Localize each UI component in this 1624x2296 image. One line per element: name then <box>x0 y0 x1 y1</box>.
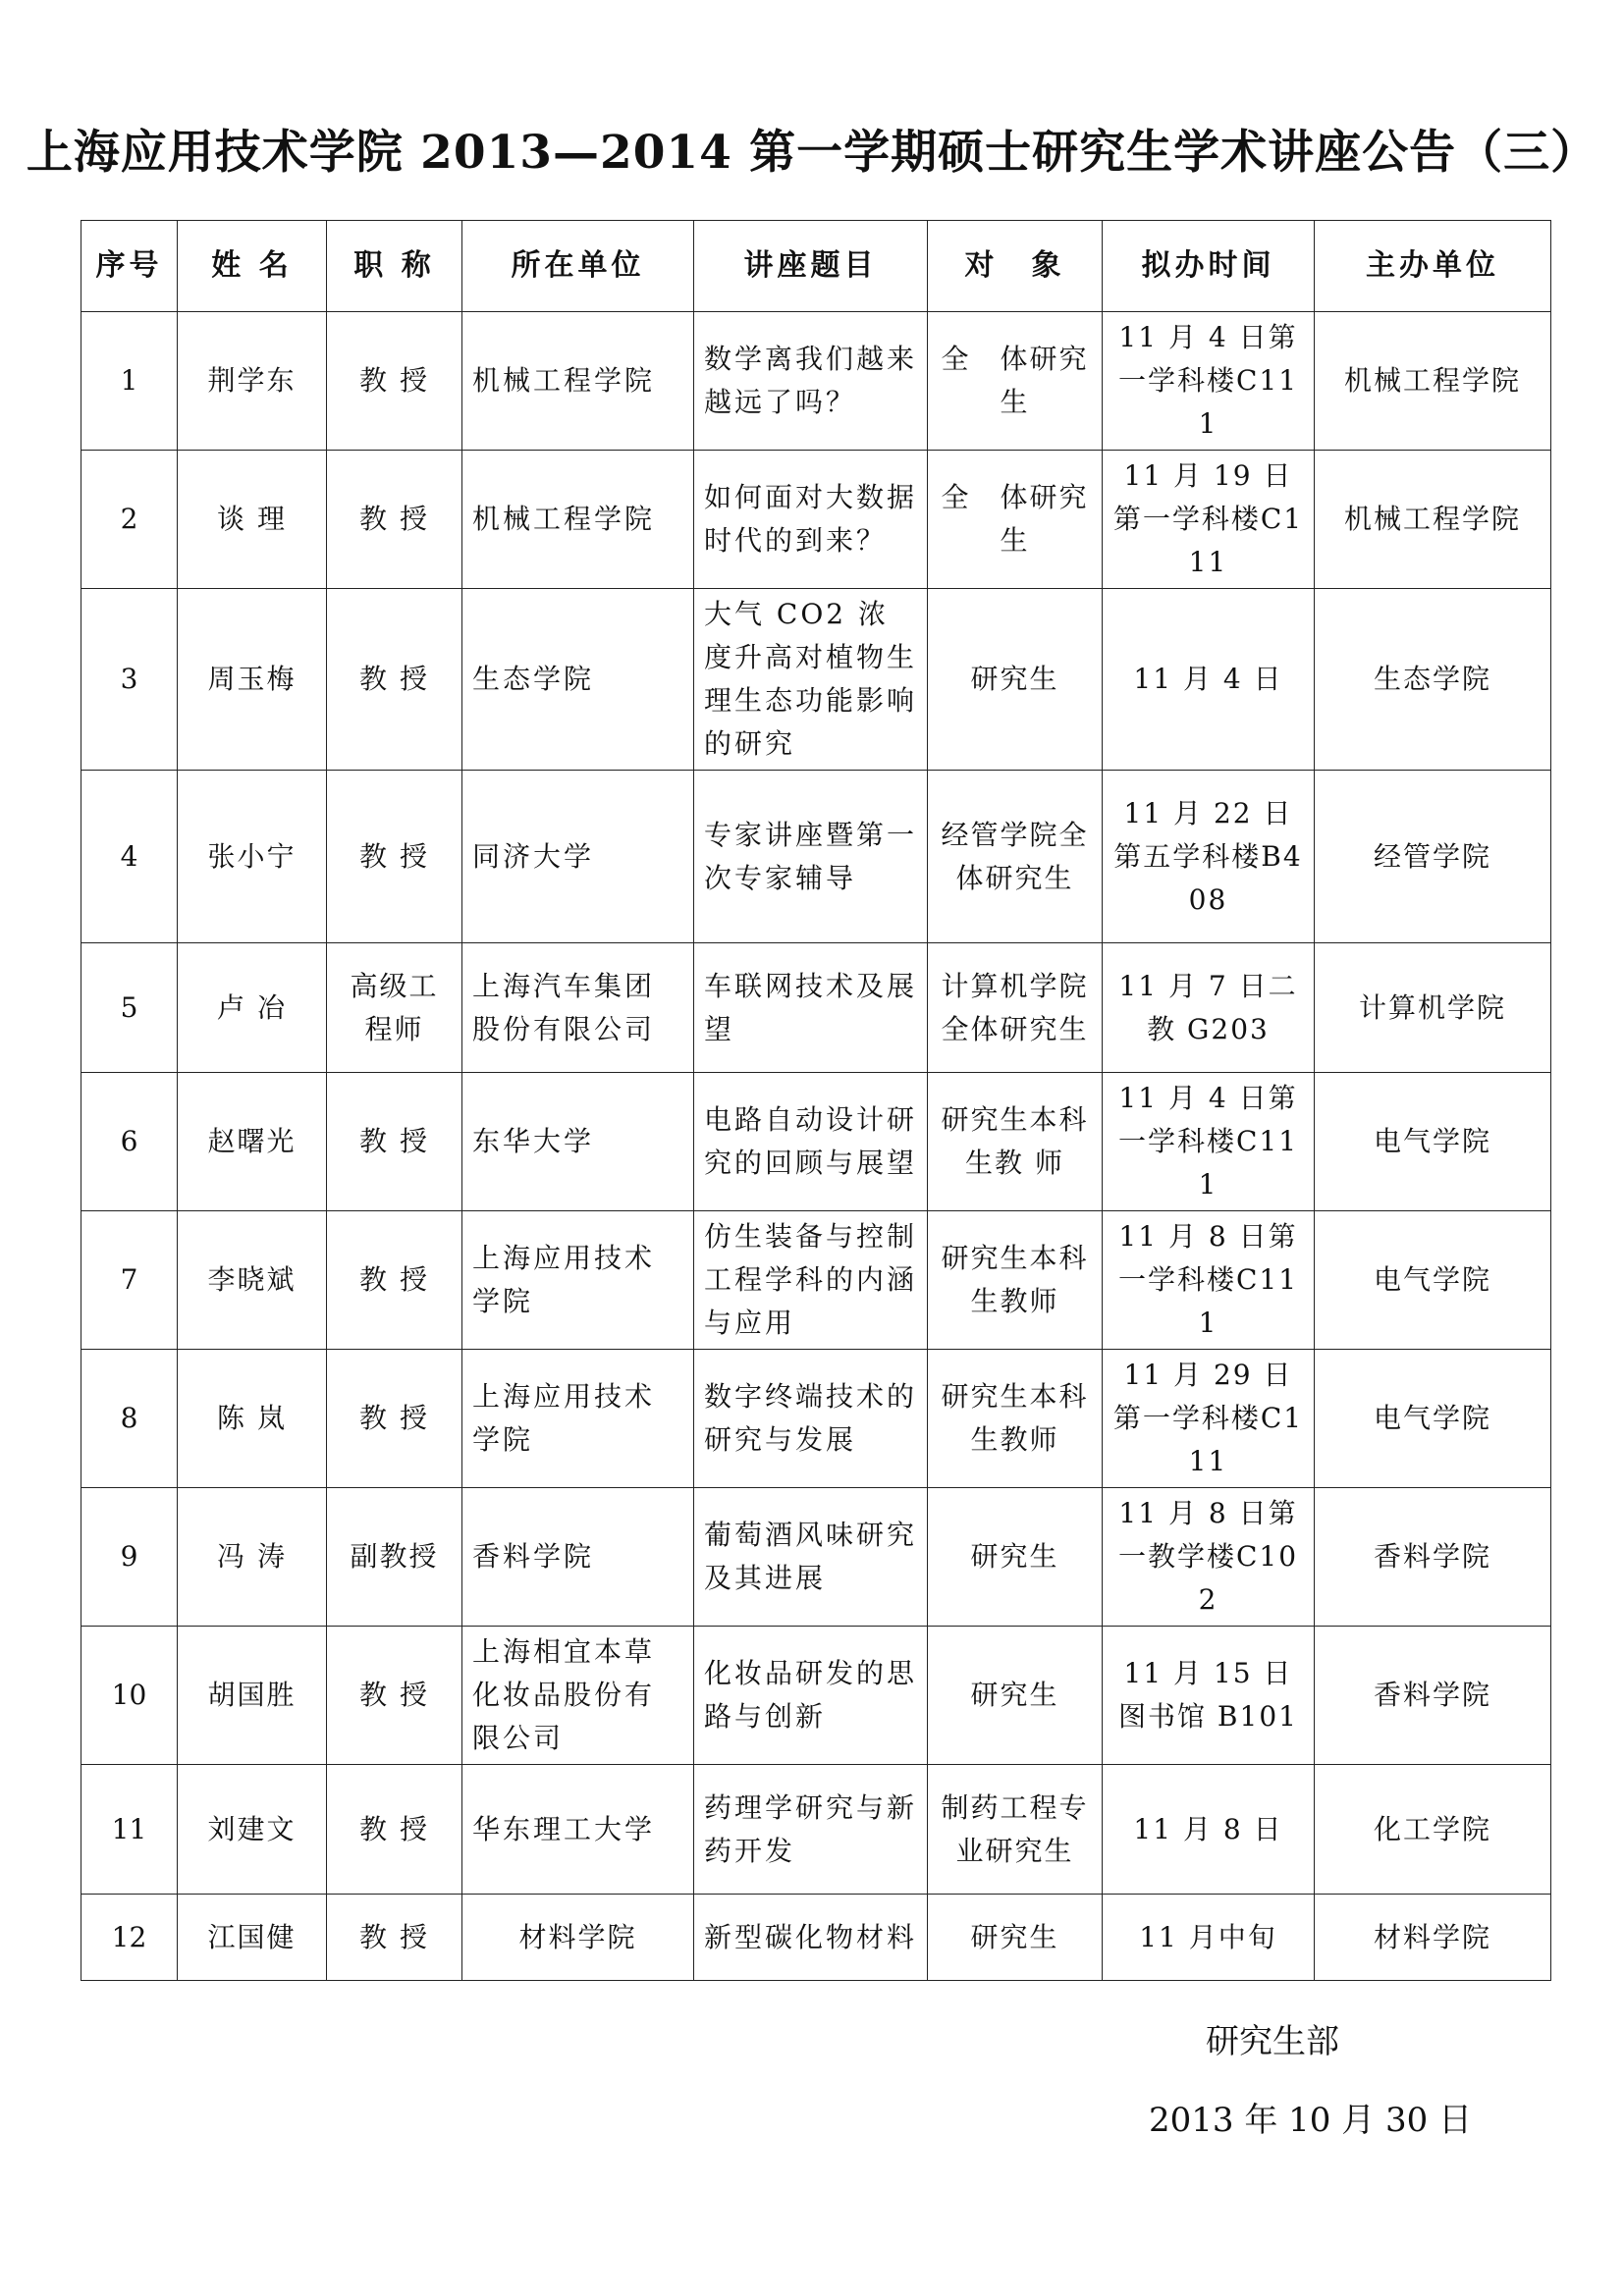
cell-no: 5 <box>81 943 178 1073</box>
cell-time: 11 月 29 日第一学科楼C111 <box>1103 1350 1315 1488</box>
header-host: 主办单位 <box>1315 221 1551 312</box>
cell-host: 经管学院 <box>1315 771 1551 943</box>
cell-rank: 教 授 <box>327 312 462 451</box>
cell-audience: 研究生 <box>928 1895 1103 1981</box>
issuing-department: 研究生部 <box>1206 2022 1339 2061</box>
header-unit: 所在单位 <box>462 221 694 312</box>
cell-time: 11 月 8 日 <box>1103 1765 1315 1895</box>
cell-no: 7 <box>81 1211 178 1350</box>
cell-host: 计算机学院 <box>1315 943 1551 1073</box>
cell-name: 江国健 <box>178 1895 327 1981</box>
cell-topic: 数学离我们越来越远了吗？ <box>694 312 928 451</box>
cell-unit: 机械工程学院 <box>462 451 694 589</box>
cell-name: 赵曙光 <box>178 1073 327 1211</box>
cell-topic: 新型碳化物材料 <box>694 1895 928 1981</box>
cell-unit: 东华大学 <box>462 1073 694 1211</box>
cell-time: 11 月 8 日第一教学楼C102 <box>1103 1488 1315 1627</box>
cell-audience: 研究生本科生教 师 <box>928 1073 1103 1211</box>
cell-time: 11 月中旬 <box>1103 1895 1315 1981</box>
cell-time: 11 月 15 日图书馆 B101 <box>1103 1627 1315 1765</box>
table-row <box>81 1895 1551 1981</box>
cell-topic: 如何面对大数据时代的到来？ <box>694 451 928 589</box>
cell-no: 10 <box>81 1627 178 1765</box>
cell-time: 11 月 4 日第一学科楼C111 <box>1103 1073 1315 1211</box>
cell-no: 9 <box>81 1488 178 1627</box>
cell-no: 1 <box>81 312 178 451</box>
cell-rank: 教 授 <box>327 1211 462 1350</box>
cell-time: 11 月 4 日第一学科楼C111 <box>1103 312 1315 451</box>
cell-host: 机械工程学院 <box>1315 312 1551 451</box>
cell-audience: 全 体研究生 <box>928 312 1103 451</box>
cell-time: 11 月 22 日第五学科楼B408 <box>1103 771 1315 943</box>
table-row <box>81 589 1551 771</box>
cell-unit: 生态学院 <box>462 589 694 771</box>
cell-unit: 华东理工大学 <box>462 1765 694 1895</box>
cell-time: 11 月 19 日第一学科楼C111 <box>1103 451 1315 589</box>
cell-name: 荆学东 <box>178 312 327 451</box>
cell-host: 香料学院 <box>1315 1627 1551 1765</box>
cell-topic: 药理学研究与新药开发 <box>694 1765 928 1895</box>
table-row <box>81 1488 1551 1627</box>
cell-no: 3 <box>81 589 178 771</box>
cell-unit: 上海相宜本草化妆品股份有限公司 <box>462 1627 694 1765</box>
cell-name: 陈 岚 <box>178 1350 327 1488</box>
cell-name: 冯 涛 <box>178 1488 327 1627</box>
table-row <box>81 1350 1551 1488</box>
cell-audience: 经管学院全体研究生 <box>928 771 1103 943</box>
cell-audience: 研究生 <box>928 1627 1103 1765</box>
cell-topic: 大气 CO2 浓度升高对植物生理生态功能影响的研究 <box>694 589 928 771</box>
cell-audience: 研究生 <box>928 1488 1103 1627</box>
header-name: 姓 名 <box>178 221 327 312</box>
cell-rank: 副教授 <box>327 1488 462 1627</box>
cell-unit: 上海汽车集团股份有限公司 <box>462 943 694 1073</box>
cell-audience: 研究生本科生教师 <box>928 1211 1103 1350</box>
header-audience: 对 象 <box>928 221 1103 312</box>
cell-rank: 教 授 <box>327 1073 462 1211</box>
cell-host: 电气学院 <box>1315 1211 1551 1350</box>
cell-rank: 教 授 <box>327 1627 462 1765</box>
cell-topic: 专家讲座暨第一次专家辅导 <box>694 771 928 943</box>
cell-unit: 香料学院 <box>462 1488 694 1627</box>
cell-unit: 上海应用技术学院 <box>462 1350 694 1488</box>
table-row <box>81 1627 1551 1765</box>
cell-host: 电气学院 <box>1315 1073 1551 1211</box>
cell-host: 生态学院 <box>1315 589 1551 771</box>
cell-audience: 全 体研究生 <box>928 451 1103 589</box>
cell-unit: 机械工程学院 <box>462 312 694 451</box>
cell-unit: 同济大学 <box>462 771 694 943</box>
header-time: 拟办时间 <box>1103 221 1315 312</box>
cell-topic: 电路自动设计研究的回顾与展望 <box>694 1073 928 1211</box>
cell-name: 李晓斌 <box>178 1211 327 1350</box>
cell-name: 谈 理 <box>178 451 327 589</box>
issue-date: 2013 年 10 月 30 日 <box>1149 2101 1473 2140</box>
cell-host: 化工学院 <box>1315 1765 1551 1895</box>
cell-host: 材料学院 <box>1315 1895 1551 1981</box>
cell-rank: 教 授 <box>327 1895 462 1981</box>
page-title: 上海应用技术学院 2013—2014 第一学期硕士研究生学术讲座公告（三） <box>26 126 1598 180</box>
cell-topic: 数字终端技术的研究与发展 <box>694 1350 928 1488</box>
cell-time: 11 月 4 日 <box>1103 589 1315 771</box>
cell-topic: 葡萄酒风味研究及其进展 <box>694 1488 928 1627</box>
cell-audience: 制药工程专业研究生 <box>928 1765 1103 1895</box>
cell-unit: 上海应用技术学院 <box>462 1211 694 1350</box>
cell-topic: 化妆品研发的思路与创新 <box>694 1627 928 1765</box>
cell-rank: 教 授 <box>327 1765 462 1895</box>
cell-unit: 材料学院 <box>462 1895 694 1981</box>
cell-no: 12 <box>81 1895 178 1981</box>
cell-name: 刘建文 <box>178 1765 327 1895</box>
table-header-row <box>81 221 1551 312</box>
cell-topic: 仿生装备与控制工程学科的内涵与应用 <box>694 1211 928 1350</box>
cell-name: 周玉梅 <box>178 589 327 771</box>
table-row <box>81 1765 1551 1895</box>
table-row <box>81 1211 1551 1350</box>
cell-rank: 高级工程师 <box>327 943 462 1073</box>
cell-name: 张小宁 <box>178 771 327 943</box>
cell-audience: 研究生本科生教师 <box>928 1350 1103 1488</box>
cell-no: 4 <box>81 771 178 943</box>
cell-time: 11 月 8 日第一学科楼C111 <box>1103 1211 1315 1350</box>
cell-rank: 教 授 <box>327 589 462 771</box>
cell-time: 11 月 7 日二教 G203 <box>1103 943 1315 1073</box>
cell-name: 卢 冶 <box>178 943 327 1073</box>
table-row <box>81 451 1551 589</box>
cell-host: 香料学院 <box>1315 1488 1551 1627</box>
cell-no: 6 <box>81 1073 178 1211</box>
header-rank: 职 称 <box>327 221 462 312</box>
cell-rank: 教 授 <box>327 451 462 589</box>
cell-no: 11 <box>81 1765 178 1895</box>
cell-topic: 车联网技术及展望 <box>694 943 928 1073</box>
lecture-table <box>81 220 1551 1981</box>
table-row <box>81 943 1551 1073</box>
header-no: 序号 <box>81 221 178 312</box>
cell-audience: 研究生 <box>928 589 1103 771</box>
table-row <box>81 771 1551 943</box>
cell-host: 机械工程学院 <box>1315 451 1551 589</box>
cell-name: 胡国胜 <box>178 1627 327 1765</box>
cell-no: 2 <box>81 451 178 589</box>
header-topic: 讲座题目 <box>694 221 928 312</box>
table-row <box>81 1073 1551 1211</box>
table-row <box>81 312 1551 451</box>
cell-rank: 教 授 <box>327 1350 462 1488</box>
cell-no: 8 <box>81 1350 178 1488</box>
cell-host: 电气学院 <box>1315 1350 1551 1488</box>
cell-audience: 计算机学院全体研究生 <box>928 943 1103 1073</box>
cell-rank: 教 授 <box>327 771 462 943</box>
